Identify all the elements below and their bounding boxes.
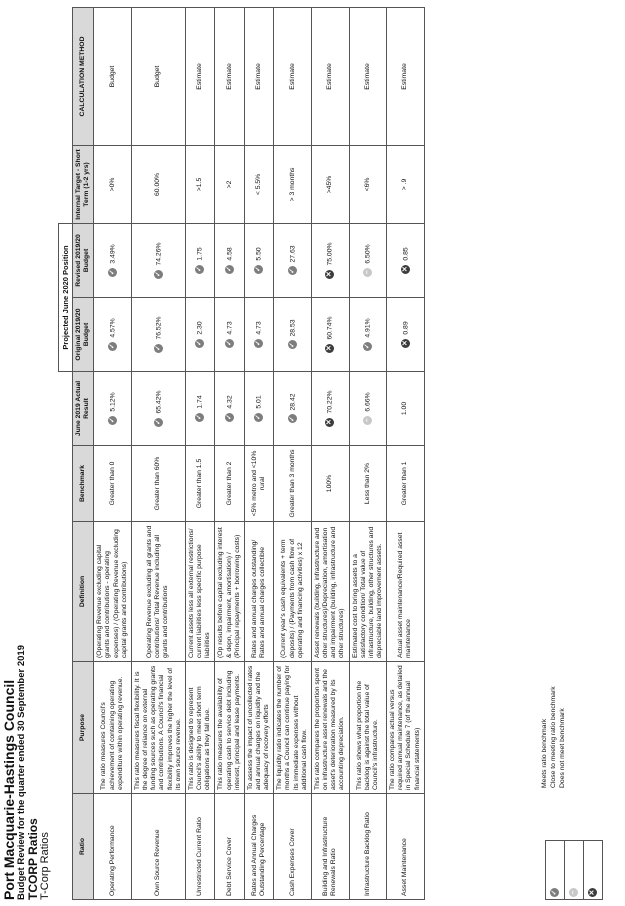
- document-header: [2, 645, 52, 900]
- tick-circle-icon: ✓: [196, 414, 204, 421]
- definition-cell: Operating Revenue excluding all grants and contributions/ Total Revenue including all grants and contributions: [131, 522, 185, 662]
- tick-circle-icon: ✓: [364, 343, 372, 350]
- dash-circle-icon: –: [569, 888, 578, 897]
- benchmark-cell: Greater than 2: [215, 446, 244, 522]
- actual-value-cell: [311, 371, 349, 445]
- target-cell: > .9: [387, 145, 425, 223]
- actual-value: 1.00: [401, 401, 409, 416]
- table-row: [387, 7, 425, 899]
- method-cell: Estimate: [244, 7, 273, 145]
- legend-box-not: [584, 841, 603, 900]
- original-value-cell: [274, 297, 312, 371]
- legend: [540, 686, 568, 788]
- legend-not: Does not meet benchmark: [559, 708, 567, 788]
- purpose-cell: The liquidity ratio indicates the number of months a Council can continue paying for its immediate expenses without additional cash flow.: [274, 662, 312, 794]
- tcorp-ratios-table: [58, 7, 425, 900]
- purpose-cell: The ratio measures Council's achievement of containing operating expenditure within operating revenue.: [94, 662, 132, 794]
- revised-value: 4.58: [226, 247, 234, 261]
- tick-circle-icon: ✓: [154, 271, 162, 277]
- original-value: 0.89: [402, 321, 410, 335]
- original-value-cell: [311, 297, 349, 371]
- dash-circle-icon: –: [363, 416, 372, 425]
- tick-circle-icon: ✓: [108, 417, 116, 424]
- column-header: Definition: [73, 522, 94, 662]
- tick-circle-icon: ✓: [154, 345, 162, 351]
- actual-value-cell: [274, 371, 312, 445]
- table-row: [185, 7, 214, 899]
- purpose-cell: This ratio measures fiscal flexibility. It is the degree of reliance on external funding sources such as operating grants and contributions. A Council's financial flexibility improves the higher the level of its own source revenue.: [131, 662, 185, 794]
- column-header: Revised 2019/20 Budget: [73, 223, 94, 297]
- table-row: [311, 7, 349, 899]
- method-cell: Budget: [131, 7, 185, 145]
- actual-value: 65.42%: [154, 390, 162, 414]
- purpose-cell: The ratio compares actual versus required annual maintenance, as detailed in Special Schedule 7 (of the annual financial statements): [387, 662, 425, 794]
- column-header: Internal Target - Short Term (1-2 yrs): [73, 145, 94, 223]
- target-cell: >0%: [94, 145, 132, 223]
- tick-circle-icon: ✓: [288, 268, 296, 274]
- benchmark-cell: Greater than 1: [387, 446, 425, 522]
- tick-circle-icon: ✓: [154, 419, 162, 425]
- revised-value: 6.50%: [364, 244, 372, 264]
- ratio-cell: Own Source Revenue: [131, 794, 185, 900]
- benchmark-cell: Less than 2%: [349, 446, 387, 522]
- benchmark-cell: Greater than 1.5: [185, 446, 214, 522]
- original-value: 2.30: [196, 321, 204, 335]
- method-cell: Estimate: [215, 7, 244, 145]
- actual-value: 4.32: [226, 395, 234, 409]
- revised-value-cell: [311, 223, 349, 297]
- actual-value: 5.12%: [109, 392, 117, 412]
- revised-value: 5.50: [255, 247, 263, 261]
- tick-circle-icon: ✓: [225, 266, 233, 273]
- actual-value: 28.42: [289, 393, 297, 411]
- benchmark-cell: Greater than 3 months: [274, 446, 312, 522]
- actual-value: 5.01: [255, 395, 263, 409]
- original-value: 4.73: [255, 321, 263, 335]
- original-value: 4.57%: [109, 318, 117, 338]
- original-value: 76.52%: [154, 316, 162, 340]
- revised-value-cell: [244, 223, 273, 297]
- ratio-cell: Rates and Annual Charges Outstanding Percentage: [244, 794, 273, 900]
- target-cell: <6%: [349, 145, 387, 223]
- ratio-cell: Unrestricted Current Ratio: [185, 794, 214, 900]
- actual-value-cell: [185, 371, 214, 445]
- tick-circle-icon: ✓: [255, 340, 263, 347]
- definition-cell: Current assets less all external restrictions/ current liabilities less specific purpose liabilities: [185, 522, 214, 662]
- tick-circle-icon: ✓: [255, 266, 263, 273]
- report-subtitle: Budget Review for the quarter ended 30 September 2019: [16, 645, 28, 900]
- tick-circle-icon: ✓: [108, 343, 116, 350]
- actual-value: 70.22%: [326, 390, 334, 414]
- revised-value: 74.26%: [154, 242, 162, 266]
- actual-value-cell: [94, 371, 132, 445]
- original-value: 4.73: [226, 321, 234, 335]
- method-cell: Estimate: [311, 7, 349, 145]
- purpose-cell: This ratio is designed to represent Council's ability to meet short term obligations as they fall due.: [185, 662, 214, 794]
- ratio-cell: Cash Expenses Cover: [274, 794, 312, 900]
- cross-circle-icon: ✕: [326, 271, 334, 277]
- original-value-cell: [387, 297, 425, 371]
- purpose-cell: This ratio measures the availability of operating cash to service debt including interest, principal and lease payments.: [215, 662, 244, 794]
- definition-cell: Actual asset maintenance/Required asset maintenance: [387, 522, 425, 662]
- actual-value-cell: [387, 371, 425, 445]
- method-cell: Estimate: [387, 7, 425, 145]
- definition-cell: Estimated cost to bring assets to a satisfactory condition/ Total value of infrastructure, building, other structures and depreciable land improvement assets.: [349, 522, 387, 662]
- actual-value-cell: [349, 371, 387, 445]
- purpose-cell: This ratio compares the proportion spent on infrastructure asset renewals and the asset's deterioration measured by its accounting depreciation.: [311, 662, 349, 794]
- original-value-cell: [131, 297, 185, 371]
- benchmark-cell: Greater than 0: [94, 446, 132, 522]
- target-cell: < 5.5%: [244, 145, 273, 223]
- table-row: [94, 7, 132, 899]
- definition-cell: Rates and annual charges outstanding/ Rates and annual charges collectible: [244, 522, 273, 662]
- cross-circle-icon: ✕: [326, 419, 334, 425]
- original-value: 60.74%: [326, 316, 334, 340]
- tick-circle-icon: ✓: [255, 414, 263, 421]
- table-row: [131, 7, 185, 899]
- revised-value: 0.85: [402, 247, 410, 261]
- revised-value: 3.49%: [109, 244, 117, 264]
- table-row: [244, 7, 273, 899]
- ratios-table-body: [94, 7, 424, 899]
- revised-value-cell: [387, 223, 425, 297]
- ratio-cell: Asset Maintenance: [387, 794, 425, 900]
- tick-circle-icon: ✓: [551, 889, 559, 896]
- legend-box-close: [565, 841, 584, 900]
- legend-boxes: [545, 840, 603, 900]
- actual-value: 1.74: [196, 395, 204, 409]
- column-header: Benchmark: [73, 446, 94, 522]
- revised-value-cell: [131, 223, 185, 297]
- original-value-cell: [349, 297, 387, 371]
- original-value-cell: [185, 297, 214, 371]
- definition-cell: (Op results before capital excluding interest & depn, impairment, amortisation) / (Principal repayments + borrowing costs): [215, 522, 244, 662]
- revised-value-cell: [349, 223, 387, 297]
- ratio-cell: Infrastructure Backlog Ratio: [349, 794, 387, 900]
- subsection-title: T-Corp Ratios: [39, 832, 52, 900]
- column-header: June 2019 Actual Result: [73, 371, 94, 445]
- revised-value-cell: [185, 223, 214, 297]
- tick-circle-icon: ✓: [196, 266, 204, 273]
- target-cell: >1.5: [185, 145, 214, 223]
- ratio-cell: Debt Service Cover: [215, 794, 244, 900]
- cross-circle-icon: ✕: [326, 345, 334, 351]
- revised-value-cell: [94, 223, 132, 297]
- actual-value-cell: [131, 371, 185, 445]
- tick-circle-icon: ✓: [288, 416, 296, 422]
- table-row: [349, 7, 387, 899]
- actual-value-cell: [244, 371, 273, 445]
- tick-circle-icon: ✓: [225, 414, 233, 421]
- cross-circle-icon: ✕: [401, 340, 409, 347]
- original-value-cell: [94, 297, 132, 371]
- definition-cell: (Operating Revenue excluding capital grants and contributions - operating expenses) / (Operating Revenue excluding capital grants and contributions): [94, 522, 132, 662]
- ratio-cell: Operating Performance: [94, 794, 132, 900]
- legend-box-meets: [546, 841, 565, 900]
- method-cell: Estimate: [349, 7, 387, 145]
- original-value: 4.91%: [364, 318, 372, 338]
- column-header: Original 2019/20 Budget: [73, 297, 94, 371]
- tick-circle-icon: ✓: [196, 340, 204, 347]
- target-cell: > 3 months: [274, 145, 312, 223]
- tick-circle-icon: ✓: [225, 340, 233, 347]
- target-cell: >45%: [311, 145, 349, 223]
- projected-header: Projected June 2020 Position: [59, 223, 73, 371]
- tick-circle-icon: ✓: [108, 269, 116, 276]
- cross-circle-icon: ✕: [401, 266, 409, 273]
- definition-cell: (Current year's cash equivalents + term deposits) / (Payments from cash flow of operating and financing activities) x 12: [274, 522, 312, 662]
- method-cell: Budget: [94, 7, 132, 145]
- table-row: [274, 7, 312, 899]
- revised-value-cell: [215, 223, 244, 297]
- original-value-cell: [244, 297, 273, 371]
- ratio-cell: Building and Infrastructure Renewals Ratio: [311, 794, 349, 900]
- column-header: Ratio: [73, 794, 94, 900]
- table-row: [215, 7, 244, 899]
- council-title: Port Macquarie-Hastings Council: [1, 679, 17, 900]
- target-cell: 60.00%: [131, 145, 185, 223]
- definition-cell: Asset renewals (building, infrastructure and other structures)/Depreciation, amortisation and impairment (building, infrastructure and other structures): [311, 522, 349, 662]
- revised-value: 75.00%: [326, 242, 334, 266]
- legend-meets: Meets ratio benchmark: [541, 718, 548, 788]
- actual-value: 6.66%: [364, 392, 372, 412]
- actual-value-cell: [215, 371, 244, 445]
- benchmark-cell: 100%: [311, 446, 349, 522]
- purpose-cell: This ratio shows what proportion the backlog is against the total value of Council's infrastructure.: [349, 662, 387, 794]
- method-cell: Estimate: [274, 7, 312, 145]
- column-header-row: [73, 7, 94, 899]
- original-value-cell: [215, 297, 244, 371]
- tick-circle-icon: ✓: [288, 342, 296, 348]
- legend-close: Close to meeting ratio benchmark: [550, 686, 558, 788]
- cross-circle-icon: ✕: [589, 889, 597, 896]
- revised-value: 1.75: [196, 247, 204, 261]
- dash-circle-icon: –: [363, 268, 372, 277]
- benchmark-cell: <5% metro and <10% rural: [244, 446, 273, 522]
- method-cell: Estimate: [185, 7, 214, 145]
- original-value: 28.53: [289, 319, 297, 337]
- revised-value-cell: [274, 223, 312, 297]
- target-cell: >2: [215, 145, 244, 223]
- section-title: TCORP Ratios: [26, 818, 41, 900]
- revised-value: 27.63: [289, 245, 297, 263]
- column-header: CALCULATION METHOD: [73, 7, 94, 145]
- benchmark-cell: Greater than 60%: [131, 446, 185, 522]
- purpose-cell: To assess the impact of uncollected rates and annual charges on liquidity and the adequacy of recovery efforts: [244, 662, 273, 794]
- column-header: Purpose: [73, 662, 94, 794]
